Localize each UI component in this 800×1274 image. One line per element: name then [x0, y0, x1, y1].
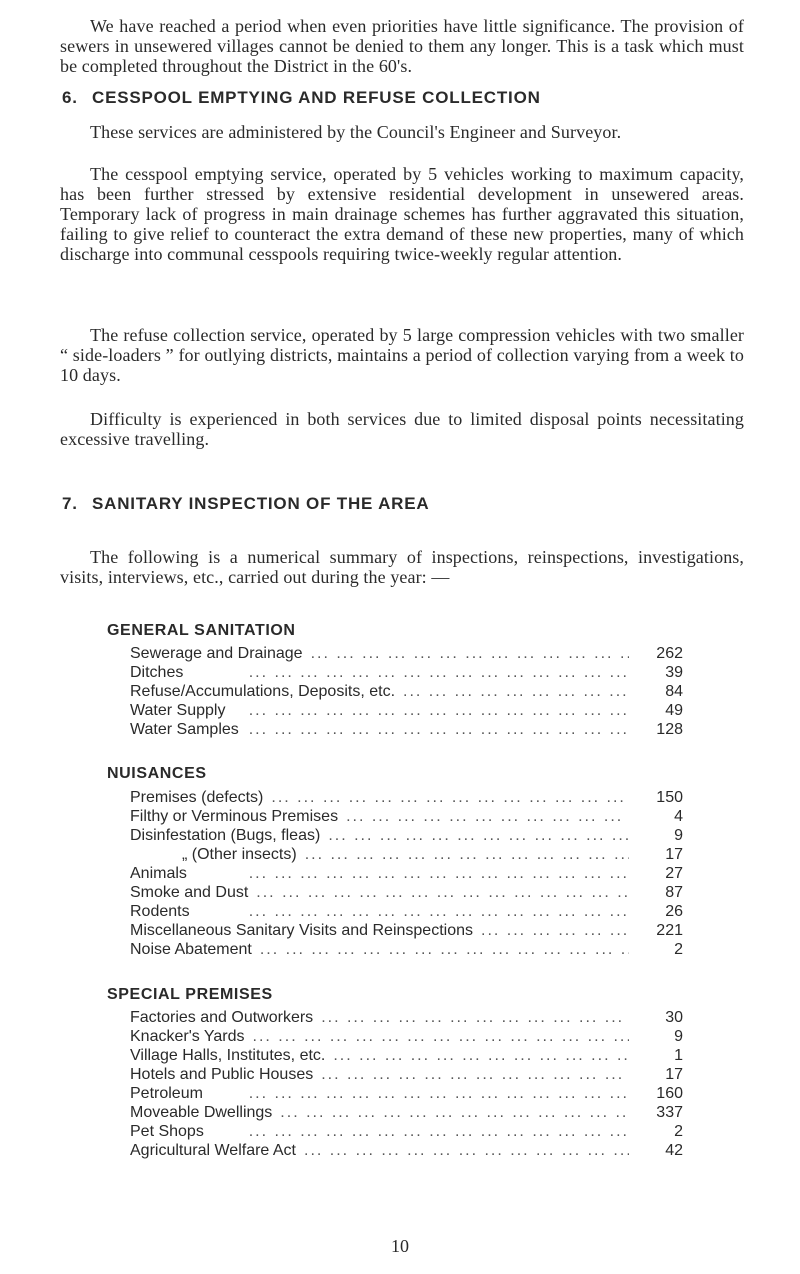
- item-value: 17: [665, 846, 683, 863]
- leader-dots: [328, 826, 629, 845]
- item-label-text: „ (Other insects): [182, 846, 297, 863]
- leader-dots: [253, 1027, 629, 1046]
- item-label: Filthy or Verminous Premises: [130, 808, 339, 825]
- list-item: [130, 845, 683, 864]
- general-sanitation-list: [130, 644, 683, 739]
- list-item: [130, 788, 683, 807]
- leader-dots: [304, 1141, 629, 1160]
- group-heading-nuisances: NUISANCES: [107, 765, 207, 782]
- item-value: 30: [665, 1009, 683, 1026]
- item-value: 42: [665, 1142, 683, 1159]
- section-7-heading: [62, 494, 429, 514]
- item-value: 1: [674, 1047, 683, 1064]
- item-label: Sewerage and Drainage: [130, 645, 303, 662]
- list-item: [130, 826, 683, 845]
- item-label: Refuse/Accumulations, Deposits, etc.: [130, 683, 396, 700]
- item-label: Premises (defects): [130, 789, 264, 806]
- item-value: 337: [656, 1104, 683, 1121]
- list-item: [130, 1141, 683, 1160]
- section-7-number: 7.: [62, 494, 78, 513]
- item-label: Water Samples: [130, 721, 239, 738]
- item-label: Pet Shops: [130, 1123, 204, 1140]
- item-value: 2: [674, 941, 683, 958]
- list-item: [130, 1103, 683, 1122]
- item-label: Disinfestation (Bugs, fleas): [130, 827, 321, 844]
- item-label: Petroleum: [130, 1085, 203, 1102]
- section-6-paragraph-4: Difficulty is experienced in both services due to limited disposal points necessitating excessive travelling.: [60, 409, 744, 449]
- list-item: [130, 682, 683, 701]
- list-item: [130, 1046, 683, 1065]
- intro-paragraph: We have reached a period when even priorities have little significance. The provision of sewers in unsewered villages cannot be denied to them any longer. This is a task which must be completed throughout the District in the 60's.: [60, 16, 744, 76]
- section-6-paragraph-1: These services are administered by the Council's Engineer and Surveyor.: [90, 122, 622, 142]
- item-label: Agricultural Welfare Act: [130, 1142, 296, 1159]
- list-item: [130, 807, 683, 826]
- leader-dots: [311, 644, 629, 663]
- item-label: Moveable Dwellings: [130, 1104, 273, 1121]
- list-item: [130, 720, 683, 739]
- item-value: 39: [665, 664, 683, 681]
- item-value: 262: [656, 645, 683, 662]
- item-value: 27: [665, 865, 683, 882]
- list-item: [130, 1027, 683, 1046]
- item-value: 4: [674, 808, 683, 825]
- item-label: Knacker's Yards: [130, 1028, 245, 1045]
- leader-dots: [247, 720, 629, 739]
- item-value: 49: [665, 702, 683, 719]
- item-label: Smoke and Dust: [130, 884, 249, 901]
- item-value: 221: [656, 922, 683, 939]
- item-value: 87: [665, 884, 683, 901]
- item-value: 150: [656, 789, 683, 806]
- leader-dots: [280, 1103, 629, 1122]
- group-heading-general-sanitation: GENERAL SANITATION: [107, 622, 296, 639]
- leader-dots: [333, 1046, 629, 1065]
- item-label: Factories and Outworkers: [130, 1009, 314, 1026]
- section-6-number: 6.: [62, 88, 78, 107]
- list-item: [130, 1008, 683, 1027]
- leader-dots: [271, 788, 629, 807]
- leader-dots: [211, 1084, 629, 1103]
- item-label: Hotels and Public Houses: [130, 1066, 314, 1083]
- item-value: 9: [674, 1028, 683, 1045]
- item-value: 17: [665, 1066, 683, 1083]
- leader-dots: [191, 663, 629, 682]
- item-value: 84: [665, 683, 683, 700]
- section-7-title: SANITARY INSPECTION OF THE AREA: [92, 494, 430, 513]
- item-label: Ditches: [130, 664, 184, 681]
- nuisances-list: [130, 788, 683, 959]
- list-item: [130, 1122, 683, 1141]
- list-item: [130, 663, 683, 682]
- item-label: [130, 845, 297, 864]
- list-item: [130, 902, 683, 921]
- section-7-intro: The following is a numerical summary of inspections, reinspections, investigations, visits, interviews, etc., carried out during the year: —: [60, 547, 744, 587]
- leader-dots: [346, 807, 629, 826]
- leader-dots: [260, 940, 629, 959]
- leader-dots: [198, 902, 629, 921]
- item-value: 9: [674, 827, 683, 844]
- leader-dots: [321, 1008, 629, 1027]
- list-item: [130, 1065, 683, 1084]
- leader-dots: [233, 701, 629, 720]
- group-heading-special-premises: SPECIAL PREMISES: [107, 986, 273, 1003]
- leader-dots: [212, 1122, 629, 1141]
- list-item: [130, 940, 683, 959]
- leader-dots: [305, 845, 629, 864]
- item-value: 160: [656, 1085, 683, 1102]
- item-label: Animals: [130, 865, 187, 882]
- section-6-title: CESSPOOL EMPTYING AND REFUSE COLLECTION: [92, 88, 541, 107]
- leader-dots: [256, 883, 629, 902]
- section-6-heading: [62, 88, 541, 108]
- list-item: [130, 644, 683, 663]
- item-label: Water Supply: [130, 702, 226, 719]
- leader-dots: [403, 682, 629, 701]
- item-value: 26: [665, 903, 683, 920]
- section-6-paragraph-2: The cesspool emptying service, operated by 5 vehicles working to maximum capacity, has been further stressed by extensive residential development in unsewered areas. Temporary lack of progress in main drainage schemes has further aggravated this situation, failing to give relief to counteract the extra demand of these new properties, many of which discharge into communal cesspools requiring twice-weekly regular attention.: [60, 164, 744, 264]
- item-value: 128: [656, 721, 683, 738]
- leader-dots: [195, 864, 629, 883]
- special-premises-list: [130, 1008, 683, 1160]
- list-item: [130, 921, 683, 940]
- item-label: Village Halls, Institutes, etc.: [130, 1047, 326, 1064]
- item-label: Noise Abatement: [130, 941, 252, 958]
- page-number: 10: [391, 1236, 409, 1256]
- leader-dots: [481, 921, 629, 940]
- list-item: [130, 864, 683, 883]
- list-item: [130, 1084, 683, 1103]
- leader-dots: [321, 1065, 629, 1084]
- item-label: Miscellaneous Sanitary Visits and Reinspections: [130, 922, 473, 939]
- item-value: 2: [674, 1123, 683, 1140]
- list-item: [130, 701, 683, 720]
- list-item: [130, 883, 683, 902]
- section-6-paragraph-3: The refuse collection service, operated by 5 large compression vehicles with two smaller “ side-loaders ” for outlying districts, maintains a period of collection varying from a week to 10 days.: [60, 325, 744, 385]
- item-label: Rodents: [130, 903, 190, 920]
